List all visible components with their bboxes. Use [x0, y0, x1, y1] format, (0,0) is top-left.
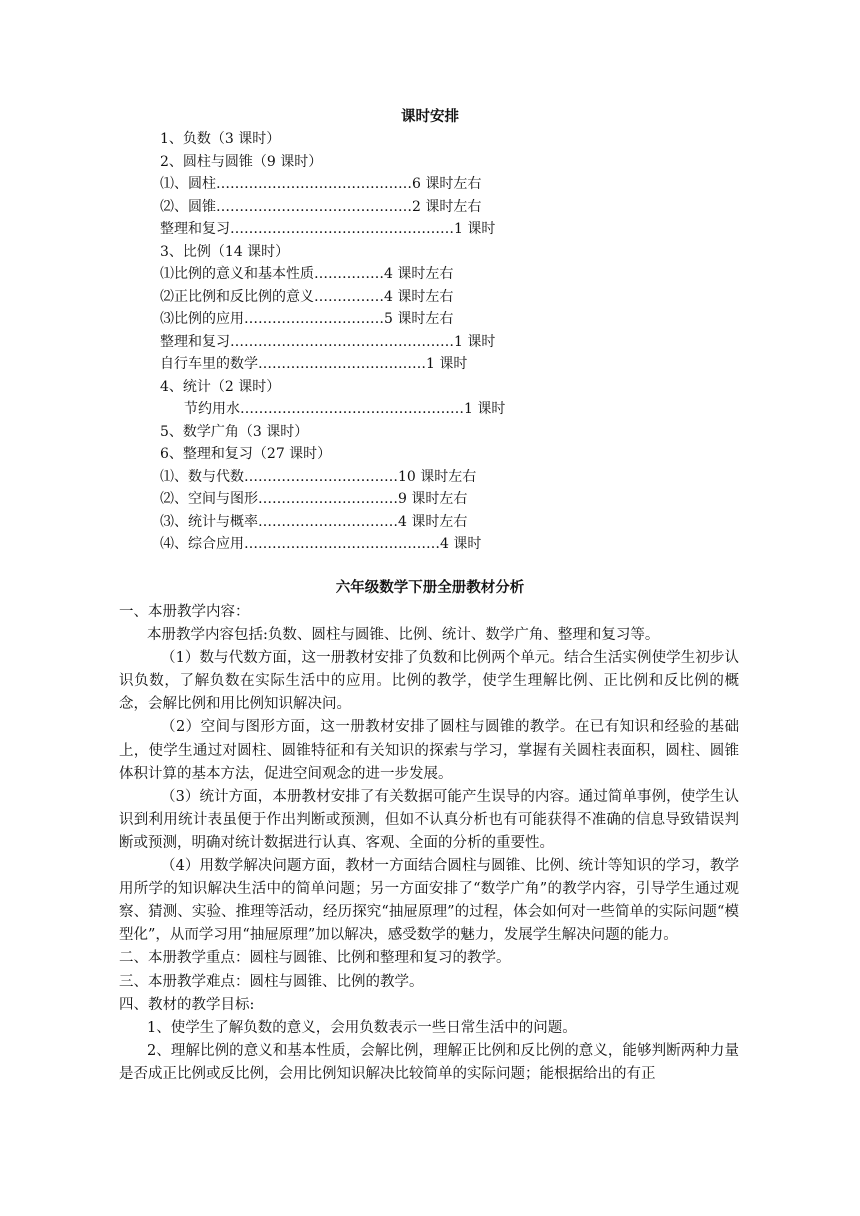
schedule-title: 课时安排 [401, 108, 459, 125]
schedule-line: 4、统计（2 课时） [160, 378, 281, 395]
paragraph: （1）数与代数方面，这一册教材安排了负数和比例两个单元。结合生活实例使学生初步认识负数，了解负数在实际生活中的应用。比例的教学，使学生理解比例、正比例和反比例的概念，会解比例和用比例知识解决问。 [119, 650, 739, 713]
paragraph: （3）统计方面，本册教材安排了有关数据可能产生误导的内容。通过简单事例，使学生认识到利用统计表虽便于作出判断或预测，但如不认真分析也有可能获得不准确的信息导致错误判断或预测，明确对统计数据进行认真、客观、全面的分析的重要性。 [119, 788, 739, 851]
schedule-line: 3、比例（14 课时） [160, 243, 290, 260]
analysis-title: 六年级数学下册全册教材分析 [335, 579, 525, 596]
schedule-line: ⑶、统计与概率…………………………4 课时左右 [160, 513, 468, 530]
paragraph: （4）用数学解决问题方面，教材一方面结合圆柱与圆锥、比例、统计等知识的学习，教学用所学的知识解决生活中的简单问题；另一方面安排了“数学广角”的教学内容，引导学生通过观察、猜测、实验、推理等活动，经历探究“抽屉原理”的过程，体会如何对一些简单的实际问题“模型化”，从而学习用“抽屉原理”加以解决，感受数学的魅力，发展学生解决问题的能力。 [119, 858, 739, 944]
paragraph: 1、使学生了解负数的意义，会用负数表示一些日常生活中的问题。 [147, 1019, 577, 1036]
schedule-list [160, 128, 505, 556]
schedule-line: ⑵、圆锥……………………………………2 课时左右 [160, 198, 482, 215]
schedule-line: ⑵、空间与图形…………………………9 课时左右 [160, 491, 468, 507]
schedule-line: 2、圆柱与圆锥（9 课时） [160, 153, 323, 170]
section-heading: 二、本册教学重点：圆柱与圆锥、比例和整理和复习的教学。 [119, 950, 511, 967]
schedule-line: ⑵正比例和反比例的意义……………4 课时左右 [160, 288, 454, 305]
schedule-line: 整理和复习…………………………………………1 课时 [160, 333, 496, 350]
schedule-line: 5、数学广角（3 课时） [160, 423, 309, 440]
schedule-line: ⑴、数与代数……………………………10 课时左右 [160, 468, 477, 485]
analysis-body [119, 601, 739, 1086]
schedule-line: ⑴、圆柱……………………………………6 课时左右 [160, 176, 482, 192]
schedule-line: ⑷、综合应用……………………………………4 课时 [160, 536, 482, 552]
schedule-line: 6、整理和复习（27 课时） [160, 446, 332, 462]
schedule-line: 1、负数（3 课时） [160, 131, 281, 147]
schedule-line: 自行车里的数学………………………………1 课时 [160, 356, 468, 372]
schedule-line: 整理和复习…………………………………………1 课时 [160, 221, 496, 237]
section-heading: 一、本册教学内容： [119, 604, 250, 620]
paragraph: （2）空间与图形方面，这一册教材安排了圆柱与圆锥的教学。在已有知识和经验的基础上，使学生通过对圆柱、圆锥特征和有关知识的探索与学习，掌握有关圆柱表面积，圆柱、圆锥体积计算的基本方法，促进空间观念的进一步发展。 [119, 719, 739, 782]
schedule-line: ⑴比例的意义和基本性质……………4 课时左右 [160, 266, 454, 282]
schedule-line: 节约用水…………………………………………1 课时 [184, 401, 506, 417]
schedule-line: ⑶比例的应用…………………………5 课时左右 [160, 311, 454, 327]
paragraph: 2、理解比例的意义和基本性质，会解比例，理解正比例和反比例的意义，能够判断两种力量是否成正比例或反比例，会用比例知识解决比较简单的实际问题；能根据给出的有正 [119, 1042, 739, 1082]
section-heading: 三、本册教学难点：圆柱与圆锥、比例的教学。 [119, 973, 424, 990]
section-heading: 四、教材的教学目标: [119, 996, 255, 1013]
paragraph: 本册教学内容包括:负数、圆柱与圆锥、比例、统计、数学广角、整理和复习等。 [147, 627, 660, 644]
